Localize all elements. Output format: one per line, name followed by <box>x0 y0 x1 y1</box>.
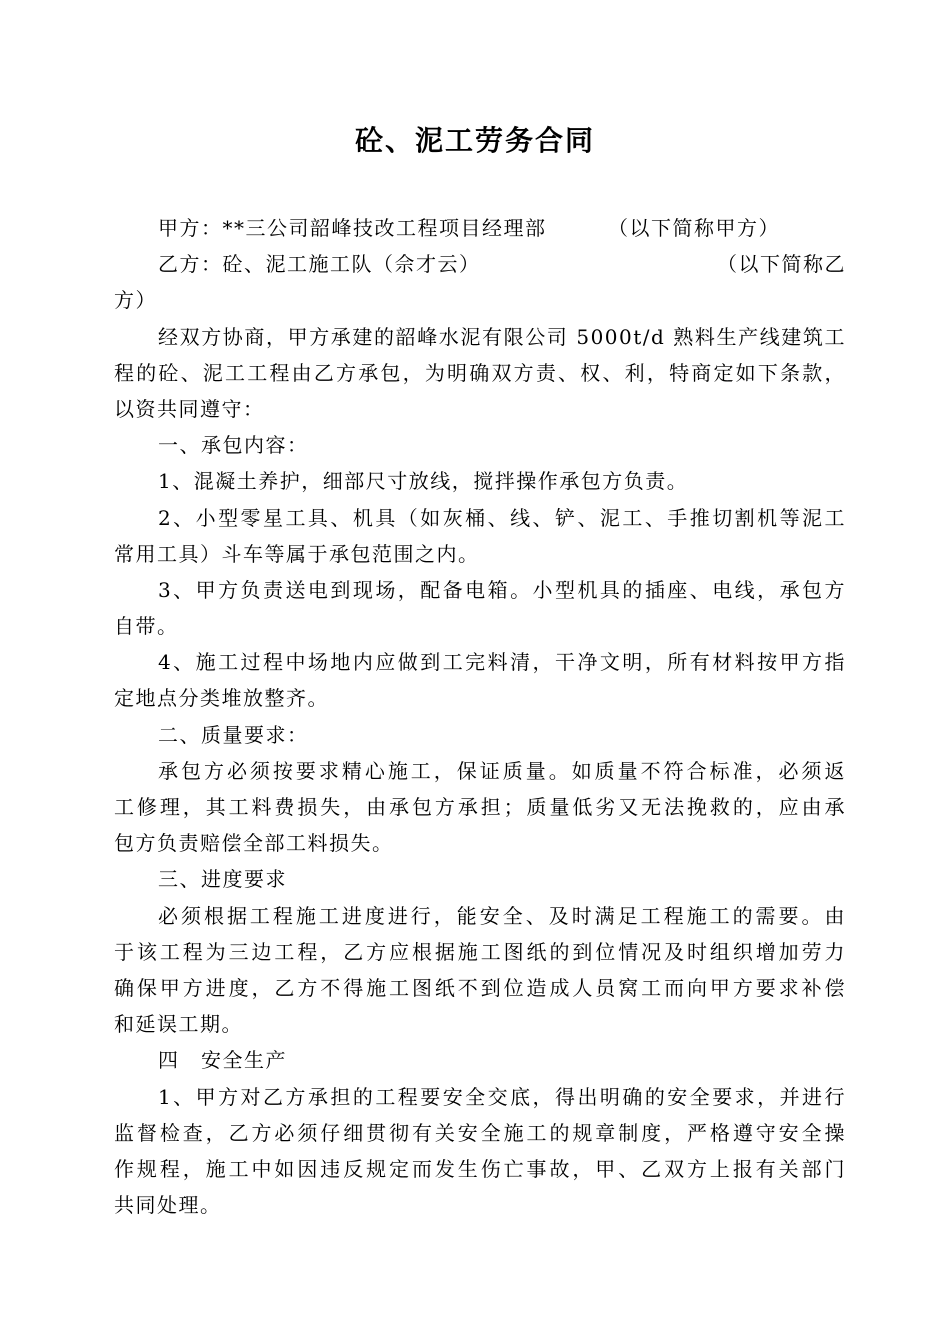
clause-line: 1、甲方对乙方承担的工程要安全交底，得出明确的安全要求，并进行 <box>158 1084 846 1109</box>
clause-line: 常用工具）斗车等属于承包范围之内。 <box>114 541 480 566</box>
clause-line: 自带。 <box>114 614 179 639</box>
clause-line: 监督检查，乙方必须仔细贯彻有关安全施工的规章制度，严格遵守安全操 <box>114 1120 846 1145</box>
clause-line: 3、甲方负责送电到现场，配备电箱。小型机具的插座、电线，承包方 <box>158 577 846 602</box>
clause-line: 必须根据工程施工进度进行，能安全、及时满足工程施工的需要。由 <box>158 903 846 928</box>
clause-line: 工修理，其工料费损失，由承包方承担；质量低劣又无法挽救的，应由承 <box>114 795 846 819</box>
clause-line: 于该工程为三边工程，乙方应根据施工图纸的到位情况及时组织增加劳力 <box>114 939 846 964</box>
clause-line: 和延误工期。 <box>114 1012 243 1037</box>
intro-line: 程的砼、泥工工程由乙方承包，为明确双方责、权、利，特商定如下条款， <box>114 360 846 385</box>
party-a-suffix: （以下简称甲方） <box>608 216 780 240</box>
party-b-continuation: 方） <box>114 288 157 313</box>
section-heading: 一、承包内容： <box>158 433 309 458</box>
party-b-line <box>114 246 846 282</box>
clause-line: 承包方必须按要求精心施工，保证质量。如质量不符合标准，必须返 <box>158 758 846 783</box>
clause-line: 作规程，施工中如因违反规定而发生伤亡事故，甲、乙双方上报有关部门 <box>114 1156 846 1181</box>
party-b-suffix: （以下简称乙 <box>717 252 846 277</box>
clause-line: 4、施工过程中场地内应做到工完料清，干净文明，所有材料按甲方指 <box>158 650 846 675</box>
section-heading: 二、质量要求： <box>158 722 309 747</box>
party-a-text: 甲方：**三公司韶峰技改工程项目经理部 <box>158 216 547 240</box>
section-heading: 三、进度要求 <box>158 867 287 892</box>
intro-line: 经双方协商，甲方承建的韶峰水泥有限公司 5000t/d 熟料生产线建筑工 <box>158 324 846 349</box>
intro-line: 以资共同遵守： <box>114 396 265 421</box>
clause-line: 共同处理。 <box>114 1193 222 1218</box>
clause-line: 1、混凝土养护，细部尺寸放线，搅拌操作承包方负责。 <box>158 469 689 494</box>
section-heading: 四 安全生产 <box>158 1048 287 1073</box>
party-a-line <box>114 210 846 246</box>
clause-line: 确保甲方进度，乙方不得施工图纸不到位造成人员窝工而向甲方要求补偿 <box>114 975 846 1000</box>
document-title: 砼、泥工劳务合同 <box>354 124 595 157</box>
party-b-text: 乙方：砼、泥工施工队（佘才云） <box>158 252 481 277</box>
clause-line: 包方负责赔偿全部工料损失。 <box>114 831 394 856</box>
clause-line: 定地点分类堆放整齐。 <box>114 686 329 711</box>
document-body <box>114 210 846 1223</box>
clause-line: 2、小型零星工具、机具（如灰桶、线、铲、泥工、手推切割机等泥工 <box>158 505 846 530</box>
